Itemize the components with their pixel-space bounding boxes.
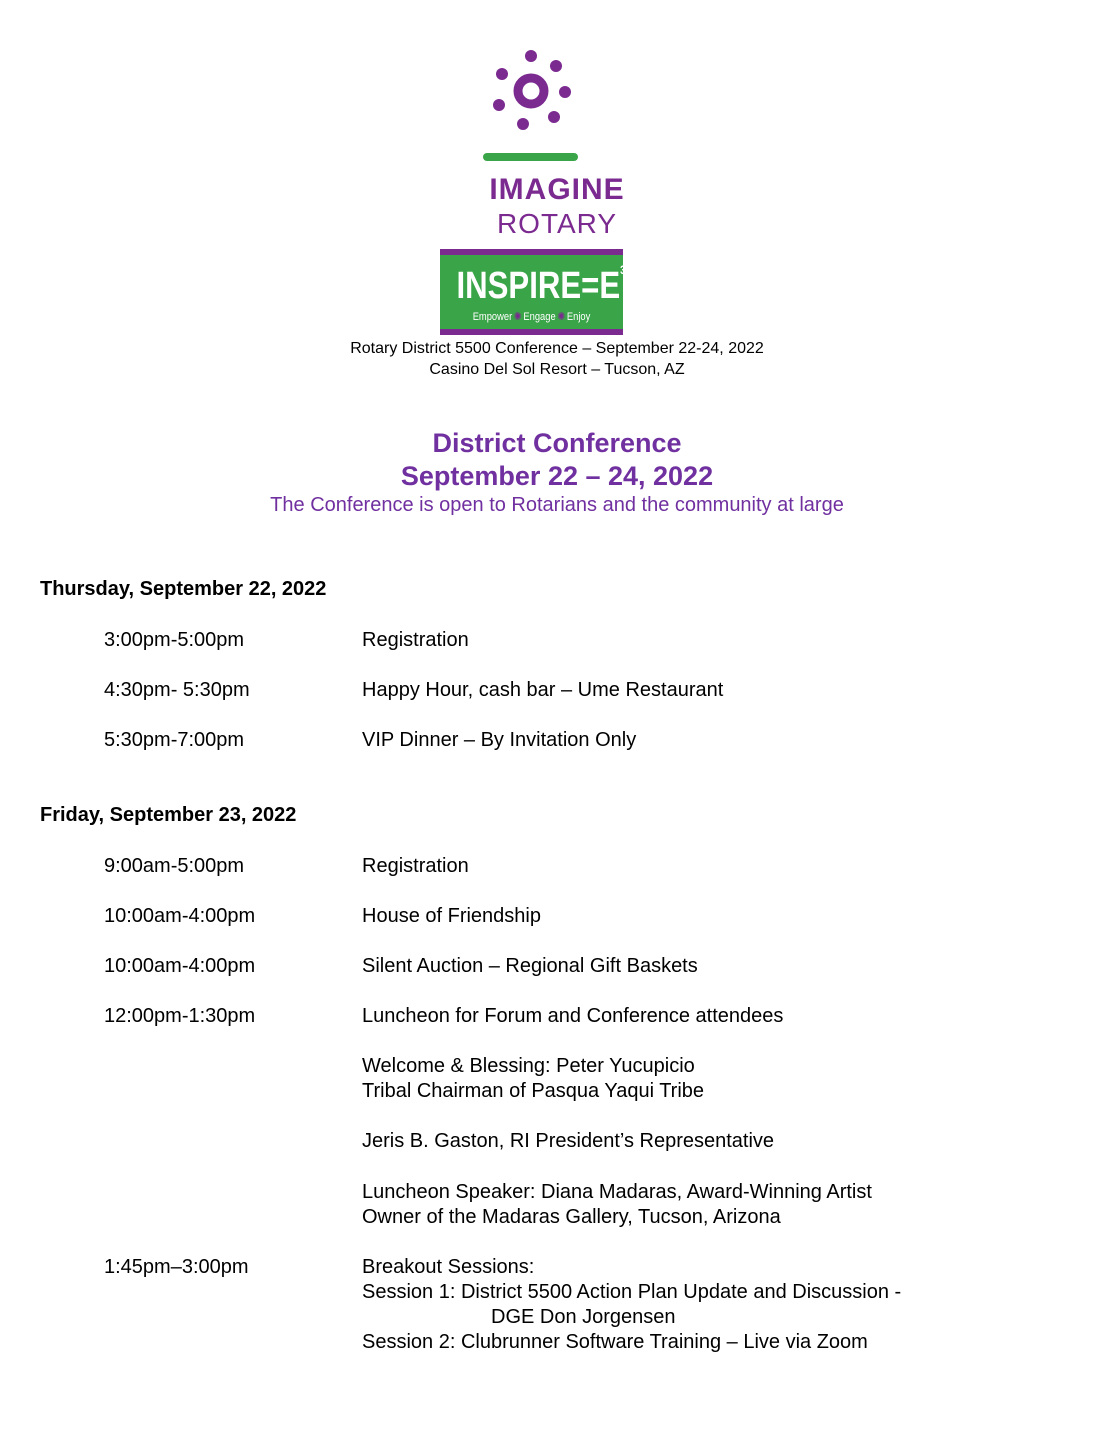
schedule-desc: Welcome & Blessing: Peter Yucupicio Tribal Chairman of Pasqua Yaqui Tribe xyxy=(362,1055,705,1102)
schedule-desc: House of Friendship xyxy=(362,905,541,927)
rotary-sun-icon xyxy=(488,48,574,134)
schedule-desc: Registration xyxy=(362,629,469,651)
logo-imagine: IMAGINE xyxy=(489,173,625,206)
schedule-desc: Registration xyxy=(362,855,469,877)
schedule-time: 5:30pm-7:00pm xyxy=(104,729,245,751)
inspire-tagline: Empower ✺ Engage ✺ Enjoy xyxy=(472,311,591,323)
venue-line: Casino Del Sol Resort – Tucson, AZ xyxy=(429,361,685,378)
schedule-time: 10:00am-4:00pm xyxy=(104,905,256,927)
day-heading: Friday, September 23, 2022 xyxy=(40,804,297,826)
schedule-desc: Luncheon for Forum and Conference attendees xyxy=(362,1005,784,1027)
sun-dot-icon: ✺ xyxy=(557,311,566,323)
event-line: Rotary District 5500 Conference – September 22-24, 2022 xyxy=(350,340,764,357)
conference-dates: September 22 – 24, 2022 xyxy=(400,461,714,491)
inspire-badge-superscript: 3 xyxy=(620,263,626,278)
inspire-badge-text: INSPIRE=E xyxy=(456,265,621,307)
schedule-desc: Breakout Sessions: Session 1: District 5500 Action Plan Update and Discussion - DGE Don Jorgensen Session 2: Clubrunner Software Training – Live via Zoom xyxy=(362,1256,902,1353)
imagine-rotary-logo xyxy=(0,0,1114,340)
schedule-desc: Happy Hour, cash bar – Ume Restaurant xyxy=(362,679,724,701)
schedule-desc: Silent Auction – Regional Gift Baskets xyxy=(362,955,698,977)
day-heading: Thursday, September 22, 2022 xyxy=(40,578,327,600)
schedule-time: 4:30pm- 5:30pm xyxy=(104,679,250,701)
inspire-badge xyxy=(440,249,626,335)
schedule-time: 10:00am-4:00pm xyxy=(104,955,256,977)
schedule-time: 3:00pm-5:00pm xyxy=(104,629,245,651)
schedule-desc: Luncheon Speaker: Diana Madaras, Award-Winning Artist Owner of the Madaras Gallery, Tucson, Arizona xyxy=(362,1181,872,1228)
schedule-time: 9:00am-5:00pm xyxy=(104,855,245,877)
logo-rotary: ROTARY xyxy=(496,208,618,239)
sun-dot-icon: ✺ xyxy=(513,311,522,323)
schedule-desc: Jeris B. Gaston, RI President’s Representative xyxy=(362,1130,775,1152)
conference-title: District Conference xyxy=(432,428,682,458)
logo-green-bar xyxy=(483,153,578,161)
schedule-time: 12:00pm-1:30pm xyxy=(104,1005,256,1027)
schedule-time: 1:45pm–3:00pm xyxy=(104,1256,249,1278)
conference-note: The Conference is open to Rotarians and the community at large xyxy=(270,494,844,516)
schedule-desc: VIP Dinner – By Invitation Only xyxy=(362,729,637,751)
